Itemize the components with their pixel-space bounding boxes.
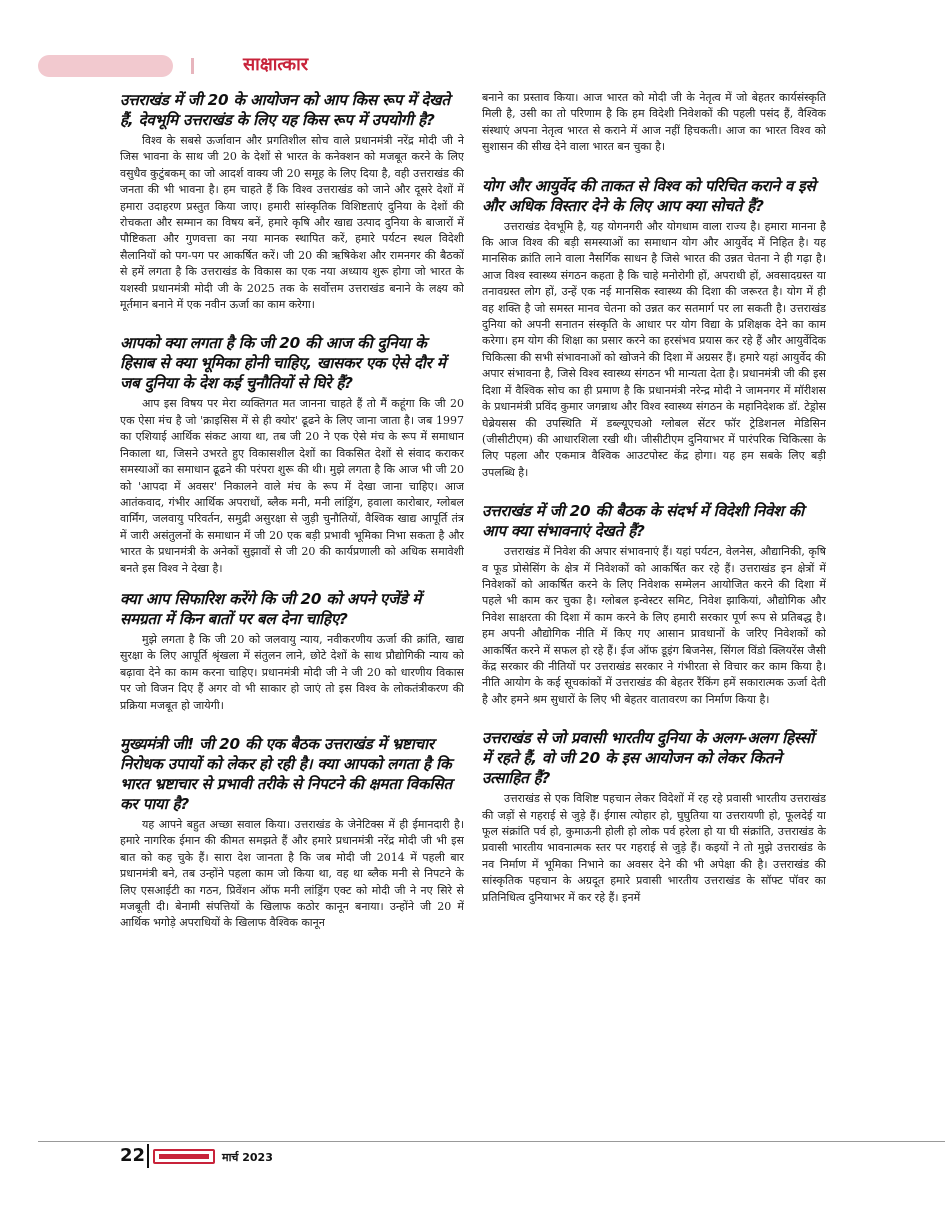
header-divider [191,58,194,74]
question-heading: क्या आप सिफारिश करेंगे कि जी 20 को अपने एजेंडे में समग्रता में किन बातों पर बल देना चाहिए? [120,589,422,628]
section-title: साक्षात्कार [243,54,309,75]
left-column [120,90,464,1130]
answer-paragraph: उत्तराखंड में निवेश की अपार संभावनाएं हैं। यहां पर्यटन, वेलनेस, औद्यानिकी, कृषि व फूड प्रोसेसिंग के क्षेत्र में निवेशकों को आकर्षित कर रहे हैं। उत्तराखंड इन क्षेत्रों में निवेशकों को आकर्षित करने के लिए निवेशक सम्मेलन आयोजित करने की दिशा में पहले भी काम कर चुका है। ग्लोबल इन्वेस्टर समिट, निवेश झाकियां, औद्योगिक और निवेश साक्षरता की दिशा में काम करने के लिए हमारी सरकार पूर्ण रूप से प्रतिबद्ध है। हम अपनी औद्योगिक नीति में किए गए आसान प्रावधानों के जरिए निवेशकों को आकर्षित करने में सफल हो रहे हैं। ईज ऑफ डूइंग बिजनेस, सिंगल विंडो क्लियरेंस जैसी केंद्र सरकार की नीतियों पर उत्तराखंड सरकार ने गंभीरता से विचार कर काम किया है। नीति आयोग के कई सूचकांकों में उत्तराखंड की बेहतर रैंकिंग हमें सकारात्मक ऊर्जा देती है और हमने श्रम सुधारों के लिए भी बेहतर वातावरण का निर्माण किया है। [482,545,826,706]
magazine-logo-icon [153,1149,215,1164]
question-heading: उत्तराखंड से जो प्रवासी भारतीय दुनिया के अलग-अलग हिस्सों में रहते हैं, वो जी 20 के इस आयोजन को लेकर कितने उत्साहित हैं? [482,729,814,788]
question-heading: योग और आयुर्वेद की ताकत से विश्व को परिचित कराने व इसे और अधिक विस्तार देने के लिए आप क्या सोचते हैं? [482,176,816,215]
footer-rule [38,1141,945,1142]
question-heading: उत्तराखंड में जी 20 की बैठक के संदर्भ में विदेशी निवेश की आप क्या संभावनाएं देखते हैं? [482,502,804,541]
header-decoration-pill [38,55,173,77]
answer-paragraph-continued: बनाने का प्रस्ताव किया। आज भारत को मोदी जी के नेतृत्व में जो बेहतर कार्यसंस्कृति मिली है, उसी का तो परिणाम है कि हम विदेशी निवेशकों की पहली पसंद हैं, वैश्विक संस्थाएं अपना नेतृत्व भारत से कराने में आज नहीं हिचकती। आज का भारत विश्व को सुशासन की सीख देने वाला भारत बन चुका है। [482,91,826,154]
answer-paragraph: विश्व के सबसे ऊर्जावान और प्रगतिशील सोच वाले प्रधानमंत्री नरेंद्र मोदी जी ने जिस भावना के साथ जी 20 के देशों से भारत के कनेक्शन को मजबूत करने के लिए वसुधैव कुटुंबकम् का जो आदर्श वाक्य जी 20 समूह के लिए दिया है, वही उत्तराखंड की जनता की भी भावना है। हम चाहते हैं कि विश्व उत्तराखंड को जाने और दूसरे देशों में हमारा उदाहरण प्रस्तुत किया जाए। हमारी सांस्कृतिक विशिष्टताएं दुनिया के देशों की रोचकता और सम्मान का विषय बनें, हमारे कृषि और खाद्य उत्पाद दुनिया के बाजारों में पौष्टिकता और गुणवत्ता का नया मानक स्थापित करें, हमारे पर्यटन स्थल विदेशी सैलानियों को पग-पग पर आकर्षित करें। जी 20 की ऋषिकेश और रामनगर की बैठकों से हमें लगता है कि उत्तराखंड के विकास का एक नया अध्याय शुरू होगा जो भारत के यशस्वी प्रधानमंत्री मोदी जी के 2025 तक के सर्वोत्तम उत्तराखंड बनाने के लक्ष्य को मूर्तमान बनाने में एक नवीन ऊर्जा का काम करेगा। [120,134,464,312]
question-heading: आपको क्या लगता है कि जी 20 की आज की दुनिया के हिसाब से क्या भूमिका होनी चाहिए, खासकर एक ऐसे दौर में जब दुनिया के देश कई चुनौतियों से घिरे हैं? [120,334,446,393]
question-heading: उत्तराखंड में जी 20 के आयोजन को आप किस रूप में देखते हैं, देवभूमि उत्तराखंड के लिए यह किस रूप में उपयोगी है? [120,91,450,129]
page-number: 22 [120,1145,146,1166]
right-column [482,90,826,1130]
answer-paragraph: यह आपने बहुत अच्छा सवाल किया। उत्तराखंड के जेनेटिक्स में ही ईमानदारी है। हमारे नागरिक ईमान की कीमत समझते हैं और हमारे प्रधानमंत्री नरेंद्र मोदी जी भी इस बात को कह चुके हैं। सारा देश जानता है कि जब मोदी जी 2014 में पहली बार प्रधानमंत्री बने, तब उन्होंने पहला काम जो किया था, वह था ब्लैक मनी से निपटने के लिए एसआईटी का गठन, प्रिवेंशन ऑफ मनी लांड्रिंग एक्ट को मोदी जी ने नए सिरे से मजबूती दी। बेनामी संपत्तियों के खिलाफ कठोर कानून बनाया। उन्होंने जी 20 में आर्थिक भगोड़े अपराधियों के खिलाफ वैश्विक कानून [120,817,464,930]
issue-date: मार्च 2023 [222,1151,273,1164]
answer-paragraph: उत्तराखंड से एक विशिष्ट पहचान लेकर विदेशों में रह रहे प्रवासी भारतीय उत्तराखंड की जड़ों से गहराई से जुड़े हैं। ईगास त्योहार हो, घुघुतिया या उत्तरायणी हो, फूलदेई या फूल संक्रांति पर्व हो, कुमाऊनी होली हो लोक पर्व हरेला हो या घी संक्रांति, उत्तराखंड के प्रवासी भारतीय भावनात्मक स्तर पर गहराई से जुड़े हैं। कइयों ने तो मुझे उत्तराखंड के नव निर्माण में भूमिका निभाने का अवसर देने की भी अपेक्षा की है। उत्तराखंड की सांस्कृतिक पहचान के अग्रदूत हमारे प्रवासी भारतीय उत्तराखंड के सॉफ्ट पॉवर का प्रतिनिधित्व दुनियाभर में कर रहे हैं। इनमें [482,792,826,904]
answer-paragraph: मुझे लगता है कि जी 20 को जलवायु न्याय, नवीकरणीय ऊर्जा की क्रांति, खाद्य सुरक्षा के लिए आपूर्ति श्रृंखला में संतुलन लाने, छोटे देशों के साथ प्रौद्योगिकी न्याय को बढ़ावा देने का काम करना चाहिए। प्रधानमंत्री मोदी जी ने जी 20 को धारणीय विकास पर जो विजन दिए हैं अगर वो भी साकार हो जाएं तो इस विश्व के लोकतंत्रीकरण की प्रक्रिया मजबूत हो जायेगी। [120,632,464,712]
answer-paragraph: उत्तराखंड देवभूमि है, यह योगनगरी और योगधाम वाला राज्य है। हमारा मानना है कि आज विश्व की बड़ी समस्याओं का समाधान योग और आयुर्वेद में निहित है। यह मानसिक क्रांति लाने वाला नैसर्गिक साधन है जिसे भारत की उन्नत चेतना ने ही गढ़ा है। आज विश्व स्वास्थ्य संगठन कहता है कि चाहे मनोरोगी हों, अपराधी हों, अवसादग्रस्त या तनावग्रस्त लोग हों, उन्हें एक नई मानसिक स्वास्थ्य की दिशा की जरूरत है। योग में ही वह शक्ति है जो समस्त मानव चेतना को उन्नत कर सतमार्ग पर ला सकती है। उत्तराखंड दुनिया को अपनी सनातन संस्कृति के आधार पर योग विद्या के प्रशिक्षक देने का काम करेगा। हम योग की शिक्षा का प्रसार करने का हरसंभव प्रयास कर रहे हैं और आयुर्वेदिक चिकित्सा की सभी संभावनाओं को खोजने की दिशा में अग्रसर हैं। हमारे यहां आयुर्वेद की अपार संभावना है, जिसे विश्व स्वास्थ्य संगठन भी मान्यता देता है। प्रधानमंत्री जी की इस दिशा में वैश्विक सोच का ही प्रमाण है कि प्रधानमंत्री नरेन्द्र मोदी ने जामनगर में मॉरीशस के प्रधानमंत्री प्रविंद कुमार जगन्नाथ और विश्व स्वास्थ्य संगठन के महानिदेशक डॉ. टेड्रोस घेब्रेयसस की उपस्थिति में डब्ल्यूएचओ ग्लोबल सेंटर फॉर ट्रेडिशनल मेडिसिन (जीसीटीएम) की आधारशिला रखी थी। जीसीटीएम दुनियाभर में पारंपरिक चिकित्सा के लिए पहला और एकमात्र वैश्विक आउटपोस्ट केंद्र होगा। यह हम सबके लिए बड़ी उपलब्धि है। [482,219,826,479]
question-heading: मुख्यमंत्री जी! जी 20 की एक बैठक उत्तराखंड में भ्रष्टाचार निरोधक उपायों को लेकर हो रही है। क्या आपको लगता है कि भारत भ्रष्टाचार से प्रभावी तरीके से निपटने की क्षमता विकसित कर पाया है? [120,734,452,813]
answer-paragraph: आप इस विषय पर मेरा व्यक्तिगत मत जानना चाहते हैं तो मैं कहूंगा कि जी 20 एक ऐसा मंच है जो 'क्राइसिस में से ही क्योर' ढूढने के लिए जाना जाता है। जब 1997 का एशियाई आर्थिक संकट आया था, तब जी 20 ने एक ऐसे मंच के रूप में समाधान निकाला था, जिसने उभरते हुए विकासशील देशों का विकसित देशों से संवाद कराकर समस्याओं का समाधान ढूढने की परंपरा शुरू की थी। मुझे लगता है कि आज भी जी 20 को 'आपदा में अवसर' निकालने वाले मंच के रूप में देखा जाना चाहिए। आज आतंकवाद, गंभीर आर्थिक अपराधों, ब्लैक मनी, मनी लांड्रिंग, हवाला कारोबार, ग्लोबल वार्मिंग, जलवायु परिवर्तन, समुद्री असुरक्षा से जुड़ी चुनौतियों, वैश्विक खाद्य आपूर्ति तंत्र में जारी असंतुलनों के समाधान में जी 20 एक बड़ी प्रभावी भूमिका निभा सकता है और भारत के प्रधानमंत्री के अनेकों सुझावों से जी 20 की कार्यप्रणाली को अधिक समावेशी बनते इस विश्व ने देखा है। [120,397,464,575]
footer-separator [147,1144,149,1168]
